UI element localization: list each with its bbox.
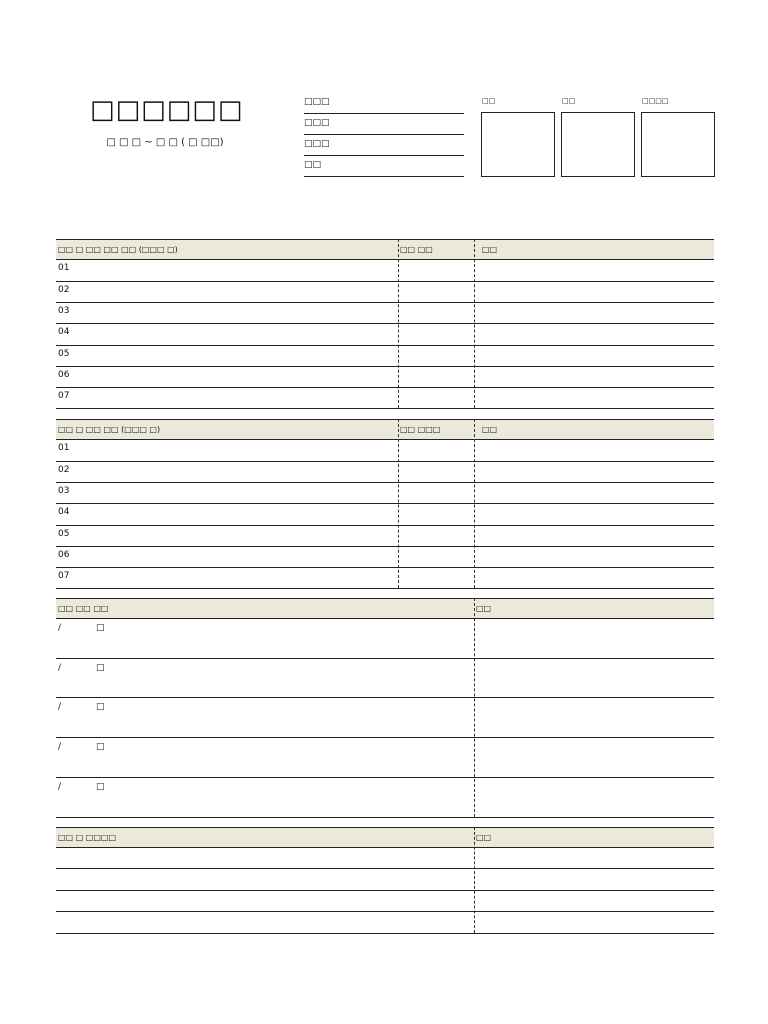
table-row[interactable] — [56, 440, 714, 462]
table-row[interactable] — [56, 504, 714, 526]
section-3-table — [56, 598, 714, 820]
row-number: 02 — [58, 285, 70, 295]
section-3-header-col-1: □□ □□ □□ — [58, 604, 109, 613]
section-2-header — [56, 419, 714, 440]
row-number: 07 — [58, 391, 70, 401]
date-slash: / — [58, 663, 62, 673]
row-number: 04 — [58, 507, 70, 517]
date-slash: / — [58, 742, 62, 752]
day-box: □ — [96, 782, 105, 792]
day-box: □ — [96, 623, 105, 633]
row-number: 06 — [58, 550, 70, 560]
section-1-header — [56, 239, 714, 260]
section-1-header-col-1: □□ □ □□ □□ □□ (□□□ □) — [58, 245, 178, 254]
table-row[interactable] — [56, 891, 714, 912]
table-row[interactable] — [56, 659, 714, 698]
info-row-1[interactable] — [304, 93, 464, 114]
row-number: 06 — [58, 370, 70, 380]
row-number: 03 — [58, 306, 70, 316]
table-row[interactable] — [56, 547, 714, 568]
info-label: □□ — [304, 160, 322, 170]
table-row[interactable] — [56, 388, 714, 409]
table-row[interactable] — [56, 324, 714, 346]
section-4-table — [56, 827, 714, 935]
table-row[interactable] — [56, 778, 714, 818]
table-row[interactable] — [56, 698, 714, 738]
approval-label-1: □□ — [482, 97, 496, 105]
section-4-header-col-2: □□ — [476, 833, 492, 842]
table-row[interactable] — [56, 483, 714, 504]
table-row[interactable] — [56, 568, 714, 589]
table-row[interactable] — [56, 619, 714, 659]
table-row[interactable] — [56, 346, 714, 367]
day-box: □ — [96, 702, 105, 712]
table-row[interactable] — [56, 367, 714, 388]
table-row[interactable] — [56, 462, 714, 483]
row-number: 07 — [58, 571, 70, 581]
date-slash: / — [58, 623, 62, 633]
row-number: 02 — [58, 465, 70, 475]
info-row-2[interactable] — [304, 114, 464, 135]
section-2-header-col-2: □□ □□□ — [400, 425, 441, 434]
day-box: □ — [96, 742, 105, 752]
table-row[interactable] — [56, 303, 714, 324]
approval-box-2[interactable] — [561, 112, 635, 177]
row-number: 04 — [58, 327, 70, 337]
table-row[interactable] — [56, 869, 714, 891]
table-row[interactable] — [56, 260, 714, 282]
table-row[interactable] — [56, 848, 714, 869]
table-row[interactable] — [56, 282, 714, 303]
info-row-4[interactable] — [304, 156, 464, 177]
row-number: 01 — [58, 263, 70, 273]
date-slash: / — [58, 702, 62, 712]
table-row[interactable] — [56, 526, 714, 547]
section-2-table — [56, 419, 714, 591]
row-number: 01 — [58, 443, 70, 453]
section-4-header-col-1: □□ □ □□□□ — [58, 833, 116, 842]
info-row-3[interactable] — [304, 135, 464, 156]
section-2-header-col-1: □□ □ □□ □□ (□□□ □) — [58, 425, 161, 434]
info-label: □□□ — [304, 97, 330, 107]
info-label: □□□ — [304, 118, 330, 128]
approval-box-1[interactable] — [481, 112, 555, 177]
page-title: □□□□□□ — [90, 95, 244, 125]
section-1-header-col-2: □□ □□ — [400, 245, 433, 254]
date-slash: / — [58, 782, 62, 792]
table-row[interactable] — [56, 738, 714, 778]
table-row[interactable] — [56, 912, 714, 934]
section-3-header — [56, 598, 714, 619]
row-number: 03 — [58, 486, 70, 496]
approval-label-3: □□□□ — [642, 97, 669, 105]
section-2-header-col-3: □□ — [482, 425, 498, 434]
approval-label-2: □□ — [562, 97, 576, 105]
section-1-table — [56, 239, 714, 411]
info-label: □□□ — [304, 139, 330, 149]
section-1-header-col-3: □□ — [482, 245, 498, 254]
row-number: 05 — [58, 349, 70, 359]
period-subtitle: □ □ □ ~ □ □ ( □ □□) — [106, 137, 224, 148]
day-box: □ — [96, 663, 105, 673]
approval-box-3[interactable] — [641, 112, 715, 177]
section-3-header-col-2: □□ — [476, 604, 492, 613]
row-number: 05 — [58, 529, 70, 539]
section-4-header — [56, 827, 714, 848]
